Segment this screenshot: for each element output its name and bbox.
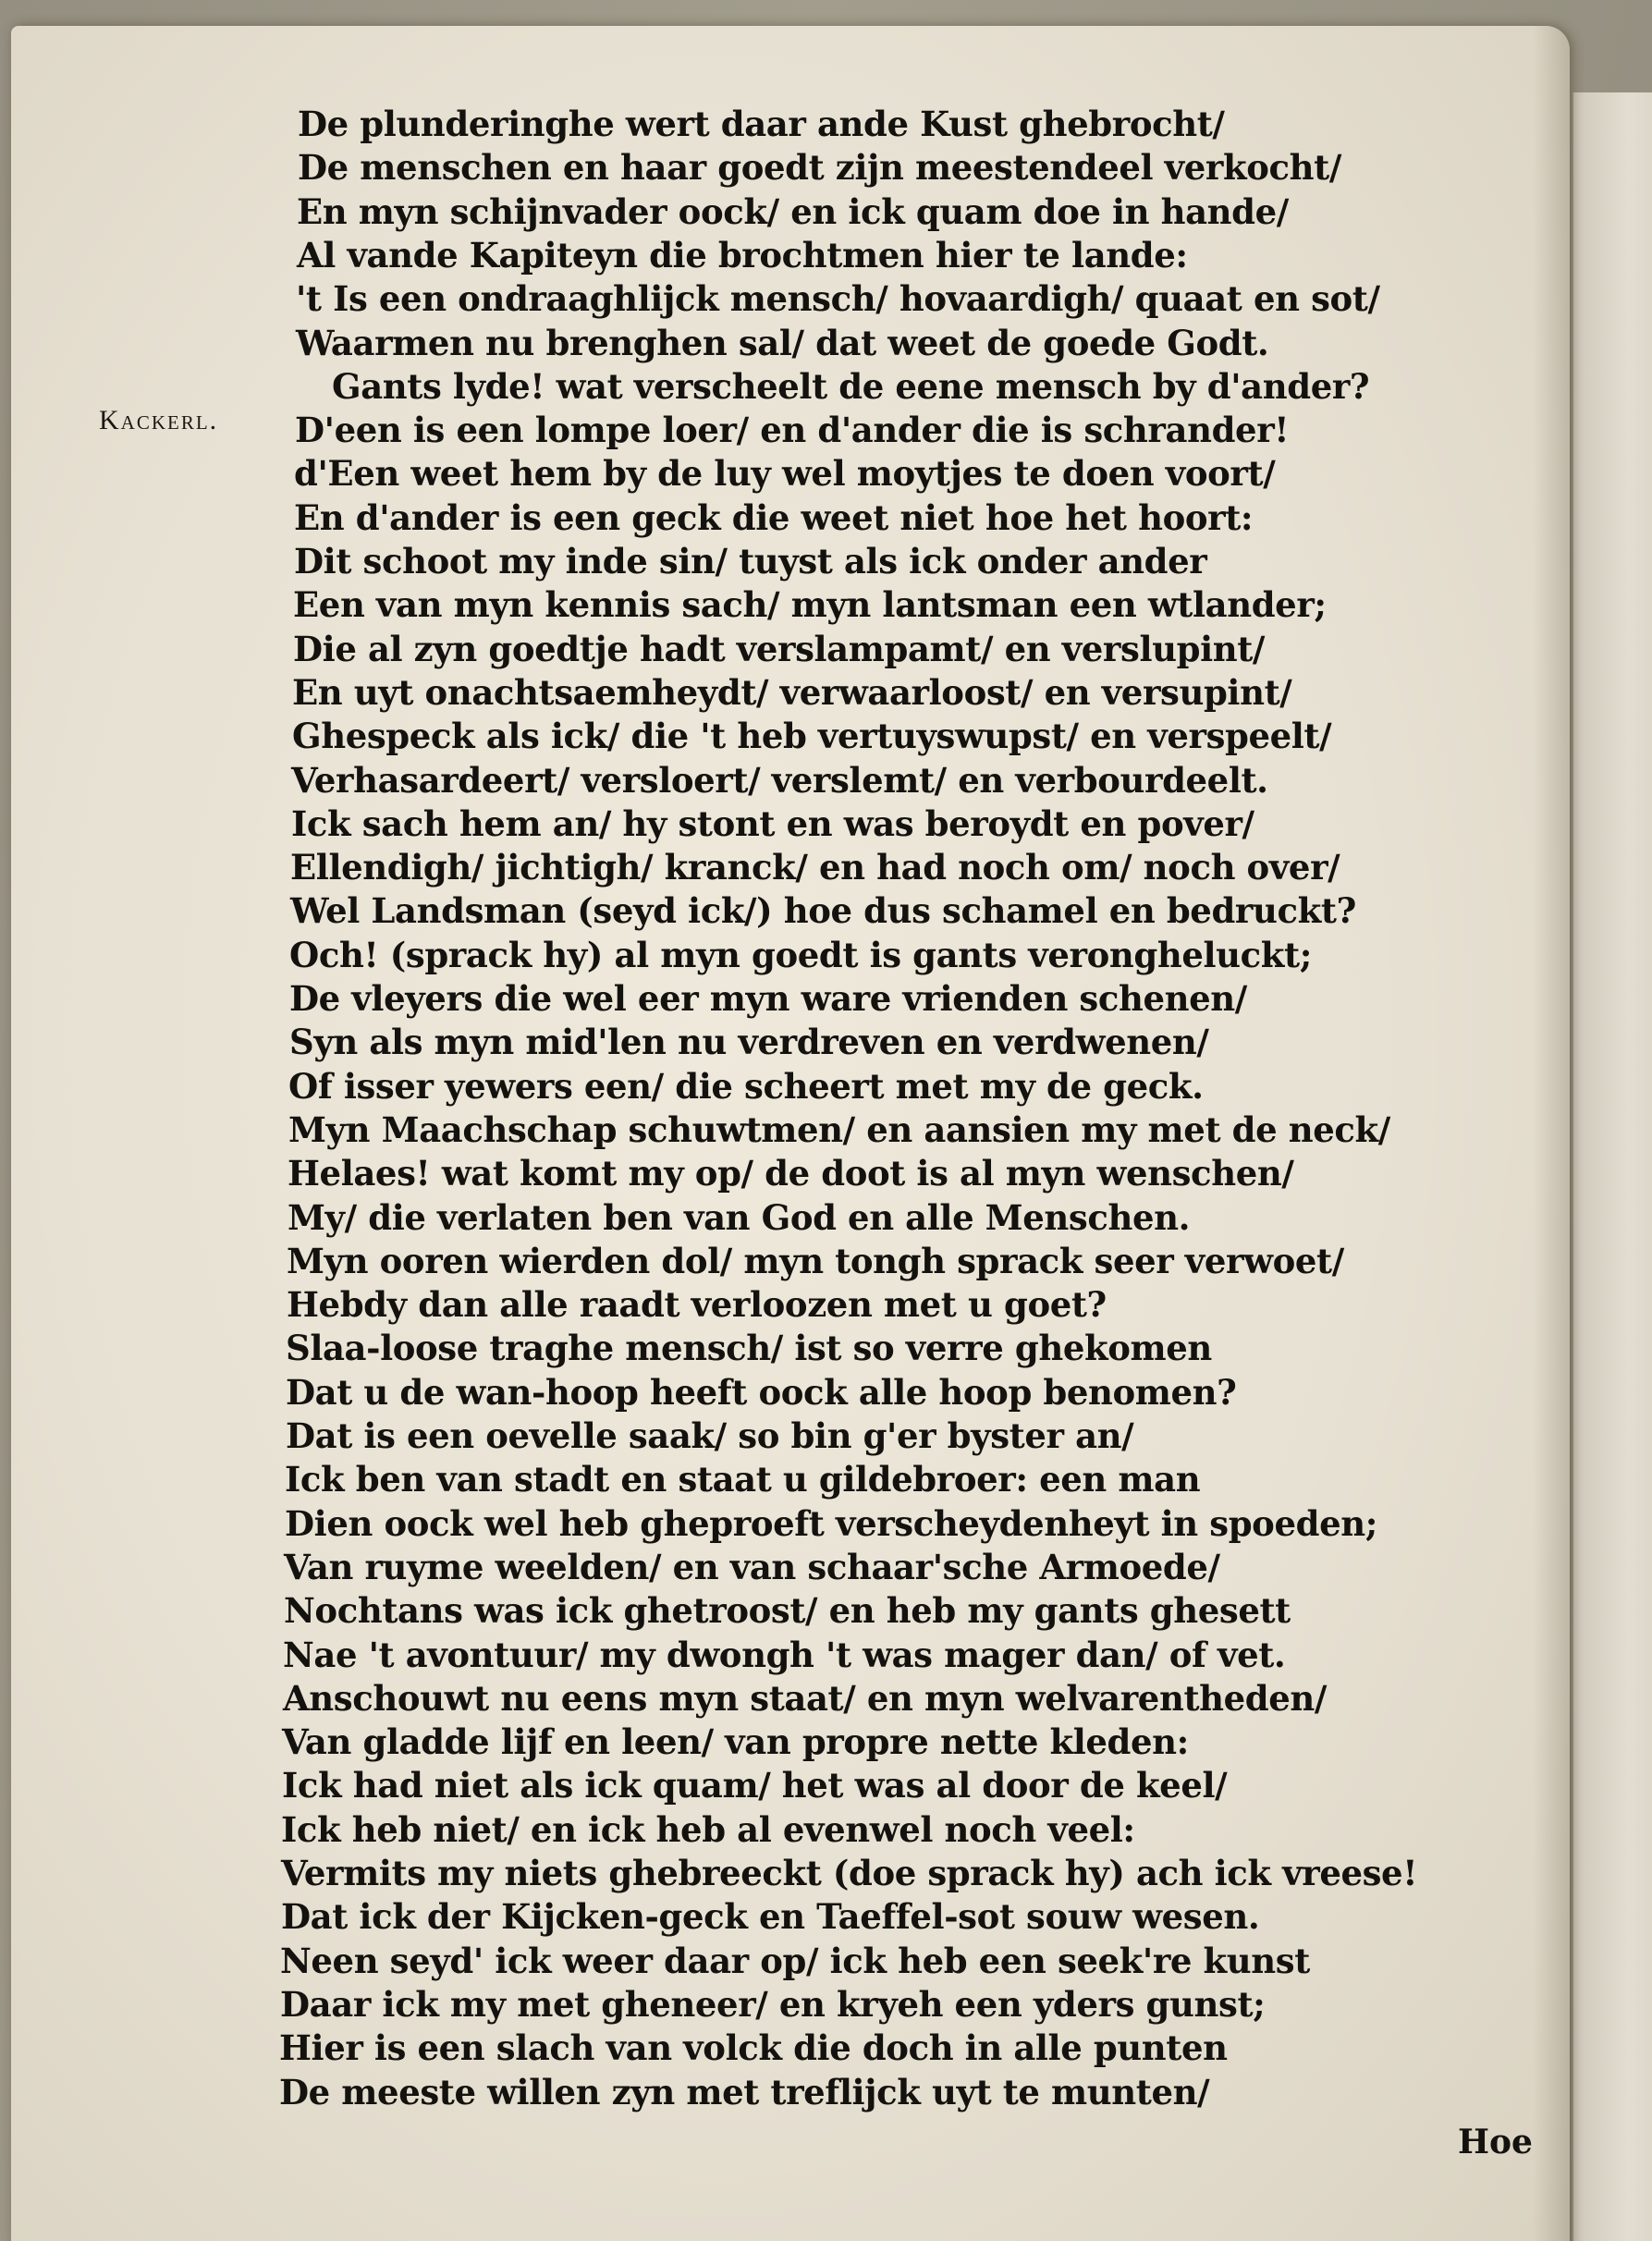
- verse-line: Hebdy dan alle raadt verloozen met u goet?: [287, 1284, 1107, 1325]
- verse-line: Al vande Kapiteyn die brochtmen hier te lande:: [297, 235, 1188, 276]
- verse-line: 't Is een ondraaghlijck mensch/ hovaardigh/ quaat en sot/: [296, 278, 1380, 319]
- verse-line: Syn als myn mid'len nu verdreven en verdwenen/: [289, 1022, 1209, 1062]
- verse-line: Dien oock wel heb gheproeft verscheydenheyt in spoeden;: [285, 1503, 1377, 1544]
- verse-line: Ellendigh/ jichtigh/ kranck/ en had noch om/ noch over/: [290, 847, 1340, 888]
- verse-line: Nochtans was ick ghetroost/ en heb my gants ghesett: [284, 1590, 1291, 1631]
- verse-line: Och! (sprack hy) al myn goedt is gants verongheluckt;: [289, 935, 1312, 975]
- verse-line: D'een is een lompe loer/ en d'ander die is schrander!: [295, 410, 1290, 450]
- verse-line: Myn ooren wierden dol/ myn tongh sprack seer verwoet/: [287, 1241, 1344, 1281]
- verse-line: Gants lyde! wat verscheelt de eene mensch by d'ander?: [332, 366, 1370, 407]
- verse-line: De menschen en haar goedt zijn meestendeel verkocht/: [298, 147, 1341, 188]
- catchword: Hoe: [1458, 2123, 1533, 2161]
- verse-line: Nae 't avontuur/ my dwongh 't was mager dan/ of vet.: [283, 1635, 1286, 1675]
- verse-line: En uyt onachtsaemheydt/ verwaarloost/ en versupint/: [292, 672, 1292, 713]
- verse-line: My/ die verlaten ben van God en alle Menschen.: [288, 1197, 1191, 1238]
- verse-line: Die al zyn goedtje hadt verslampamt/ en verslupint/: [293, 629, 1266, 669]
- verse-line: Ghespeck als ick/ die 't heb vertuyswupst/ en verspeelt/: [292, 716, 1332, 756]
- verse-line: Verhasardeert/ versloert/ verslemt/ en verbourdeelt.: [291, 760, 1268, 801]
- verse-line: Slaa-loose traghe mensch/ ist so verre ghekomen: [286, 1328, 1212, 1368]
- verse-line: Van gladde lijf en leen/ van propre nette kleden:: [282, 1721, 1189, 1762]
- verse-line: Dat u de wan-hoop heeft oock alle hoop benomen?: [286, 1372, 1237, 1413]
- verse-line: Helaes! wat komt my op/ de doot is al myn wenschen/: [288, 1153, 1294, 1194]
- verse-line: Ick ben van stadt en staat u gildebroer: een man: [285, 1459, 1201, 1500]
- speaker-name: Kackerl.: [99, 405, 219, 435]
- verse-line: Ick sach hem an/ hy stont en was beroydt en pover/: [291, 803, 1254, 844]
- verse-line: De meeste willen zyn met treflijck uyt te munten/: [279, 2072, 1210, 2112]
- verse-line: Een van myn kennis sach/ myn lantsman een wtlander;: [293, 584, 1327, 625]
- verse-line: Ick had niet als ick quam/ het was al door de keel/: [282, 1765, 1228, 1806]
- verse-line: Neen seyd' ick weer daar op/ ick heb een seek're kunst: [280, 1941, 1310, 1981]
- verse-line: Vermits my niets ghebreeckt (doe sprack hy) ach ick vreese!: [281, 1853, 1418, 1893]
- verse-line: En d'ander is een geck die weet niet hoe het hoort:: [294, 497, 1254, 538]
- verse-line: Myn Maachschap schuwtmen/ en aansien my met de neck/: [288, 1109, 1390, 1150]
- verse-line: Dit schoot my inde sin/ tuyst als ick onder ander: [294, 541, 1207, 582]
- verse-line: Dat is een oevelle saak/ so bin g'er byster an/: [286, 1415, 1134, 1456]
- verse-line: Dat ick der Kijcken-geck en Taeffel-sot souw wesen.: [281, 1896, 1260, 1937]
- facing-page-edge: [1572, 92, 1652, 2241]
- verse-block: [261, 100, 1490, 2134]
- verse-line: Van ruyme weelden/ en van schaar'sche Armoede/: [284, 1547, 1220, 1587]
- verse-line: Waarmen nu brenghen sal/ dat weet de goede Godt.: [296, 323, 1269, 363]
- verse-line: Anschouwt nu eens myn staat/ en myn welvarentheden/: [283, 1678, 1328, 1719]
- verse-line: Of isser yewers een/ die scheert met my de geck.: [288, 1066, 1204, 1107]
- verse-line: d'Een weet hem by de luy wel moytjes te doen voort/: [294, 453, 1276, 494]
- verse-line: De plunderinghe wert daar ande Kust ghebrocht/: [298, 104, 1225, 144]
- verse-line: Daar ick my met gheneer/ en kryeh een yders gunst;: [280, 1984, 1266, 2025]
- verse-line: De vleyers die wel eer myn ware vrienden schenen/: [289, 978, 1247, 1019]
- verse-line: Wel Landsman (seyd ick/) hoe dus schamel en bedruckt?: [290, 890, 1356, 931]
- verse-line: Hier is een slach van volck die doch in alle punten: [279, 2027, 1228, 2068]
- verse-line: Ick heb niet/ en ick heb al evenwel noch veel:: [281, 1809, 1135, 1850]
- verse-line: En myn schijnvader oock/ en ick quam doe in hande/: [297, 191, 1289, 232]
- book-page: [11, 26, 1570, 2241]
